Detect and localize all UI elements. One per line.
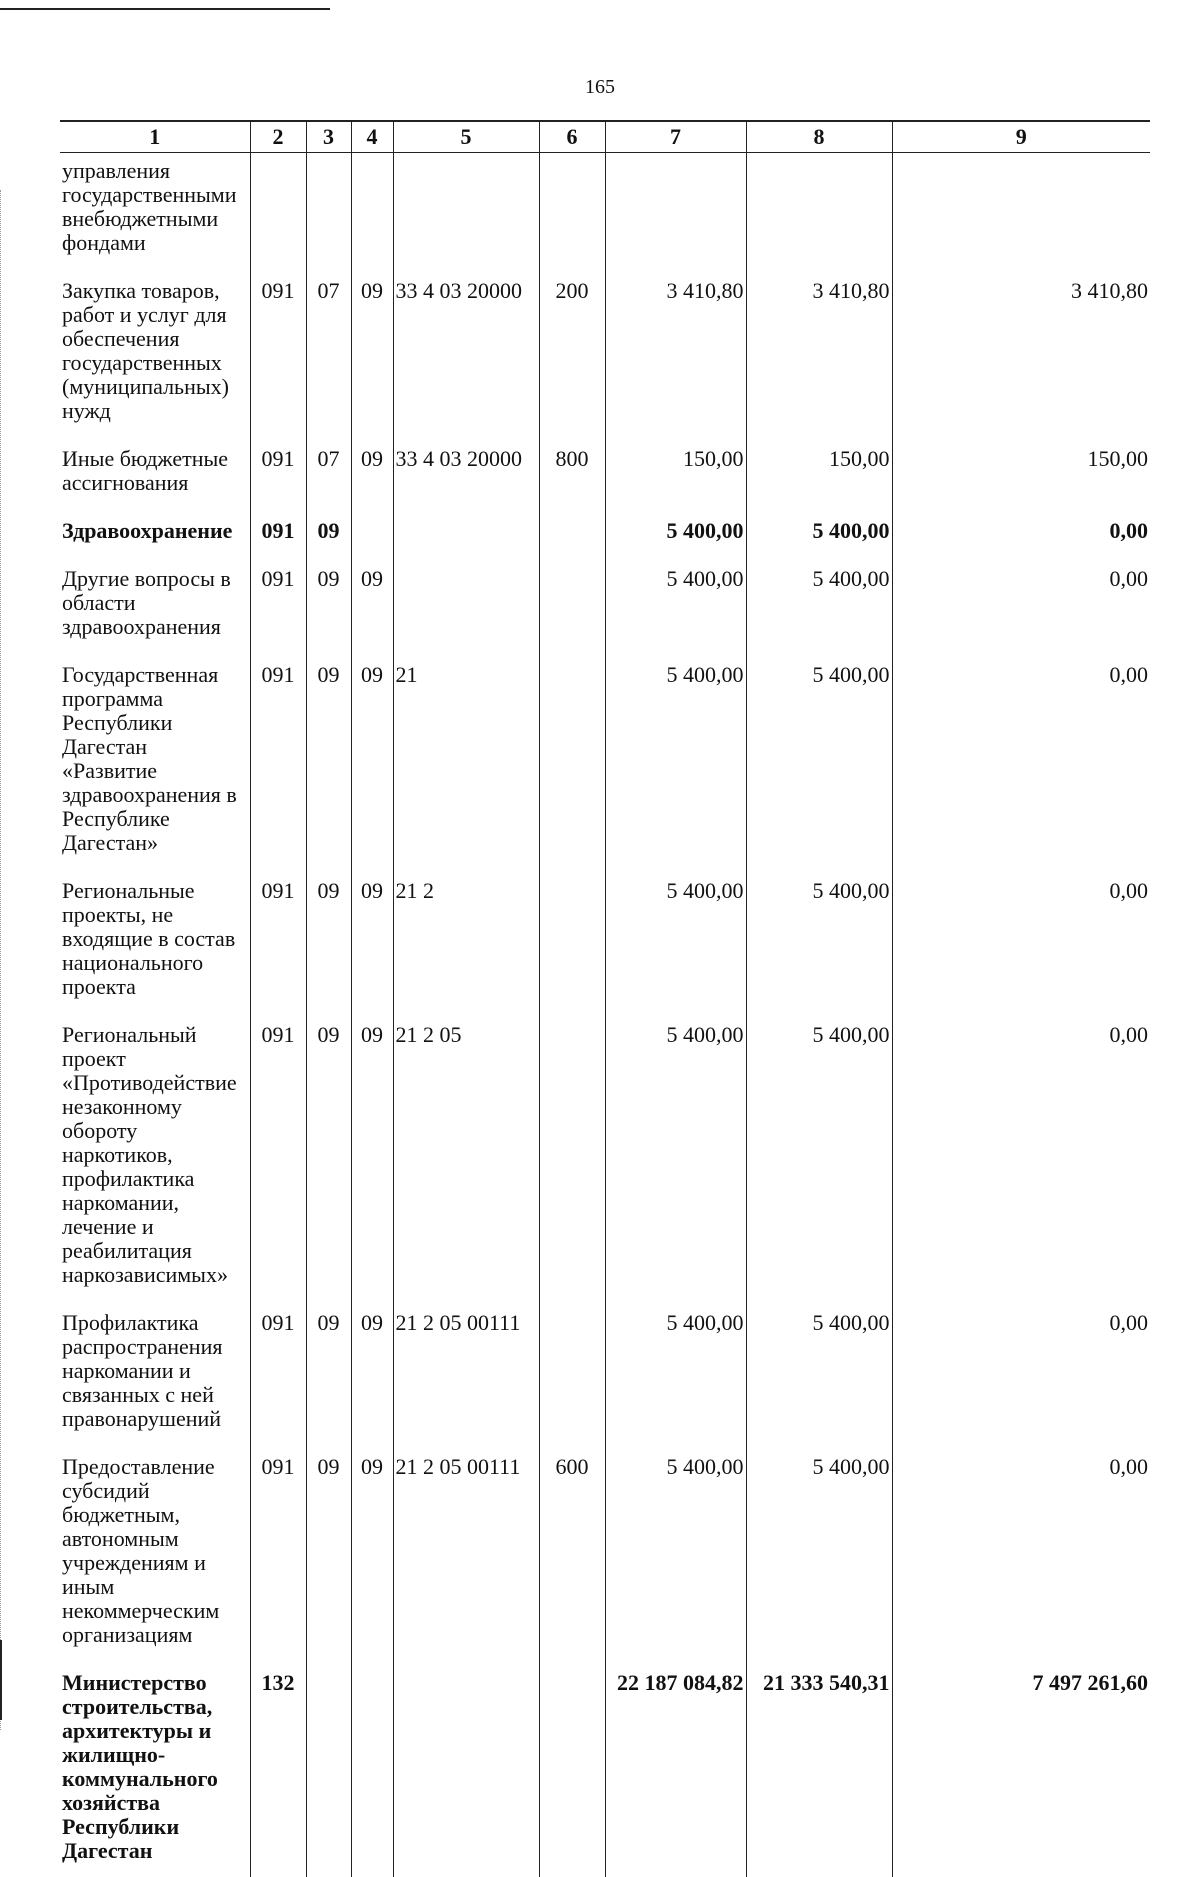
top-rule: [0, 8, 330, 10]
row-target-code: 21 2: [393, 869, 539, 1013]
row-amount-9: 0,00: [892, 509, 1150, 557]
row-subsection: 09: [351, 1301, 393, 1445]
row-expense-type: [539, 153, 605, 270]
row-admin-code: 091: [250, 653, 306, 869]
row-amount-7: 3 410,80: [605, 269, 746, 437]
table-row: [60, 653, 1150, 869]
row-name: Закупка товаров, работ и услуг для обеспечения государственных (муниципальных) нужд: [60, 269, 250, 437]
row-target-code: [393, 1661, 539, 1877]
row-expense-type: [539, 1013, 605, 1301]
row-expense-type: 200: [539, 269, 605, 437]
table-row: [60, 153, 1150, 270]
column-header: 2: [250, 121, 306, 153]
table-row: [60, 269, 1150, 437]
row-amount-7: 5 400,00: [605, 1013, 746, 1301]
row-amount-7: 5 400,00: [605, 1445, 746, 1661]
row-admin-code: 091: [250, 269, 306, 437]
row-expense-type: 600: [539, 1445, 605, 1661]
row-amount-7: 5 400,00: [605, 653, 746, 869]
row-amount-8: 5 400,00: [746, 653, 892, 869]
row-admin-code: 091: [250, 557, 306, 653]
row-amount-8: 5 400,00: [746, 1013, 892, 1301]
row-section: 09: [306, 1301, 351, 1445]
row-name: Региональный проект «Противодействие незаконному обороту наркотиков, профилактика наркомании, лечение и реабилитация наркозависимых»: [60, 1013, 250, 1301]
row-name: Иные бюджетные ассигнования: [60, 437, 250, 509]
row-amount-8: 5 400,00: [746, 869, 892, 1013]
row-subsection: 09: [351, 1013, 393, 1301]
row-target-code: [393, 153, 539, 270]
row-section: 09: [306, 1013, 351, 1301]
row-amount-9: 0,00: [892, 1013, 1150, 1301]
table-row: [60, 509, 1150, 557]
row-section: 09: [306, 557, 351, 653]
row-subsection: [351, 1661, 393, 1877]
row-name: Государственная программа Республики Дагестан «Развитие здравоохранения в Республике Дагестан»: [60, 653, 250, 869]
row-target-code: [393, 509, 539, 557]
row-admin-code: 091: [250, 1445, 306, 1661]
column-header: 1: [60, 121, 250, 153]
table-row: [60, 869, 1150, 1013]
row-amount-9: 0,00: [892, 1445, 1150, 1661]
row-amount-9: 0,00: [892, 653, 1150, 869]
column-header: 8: [746, 121, 892, 153]
row-subsection: 09: [351, 557, 393, 653]
row-admin-code: 091: [250, 1301, 306, 1445]
row-subsection: 09: [351, 869, 393, 1013]
row-section: 07: [306, 437, 351, 509]
row-section: 09: [306, 653, 351, 869]
row-target-code: 33 4 03 20000: [393, 437, 539, 509]
row-subsection: 09: [351, 1445, 393, 1661]
row-section: [306, 153, 351, 270]
row-amount-8: 21 333 540,31: [746, 1661, 892, 1877]
scan-edge-mark: [0, 190, 1, 1730]
row-amount-7: 5 400,00: [605, 509, 746, 557]
row-amount-7: 5 400,00: [605, 557, 746, 653]
row-target-code: 21 2 05 00111: [393, 1445, 539, 1661]
row-amount-9: 0,00: [892, 557, 1150, 653]
row-amount-8: 5 400,00: [746, 1445, 892, 1661]
row-name: Предоставление субсидий бюджетным, автономным учреждениям и иным некоммерческим организациям: [60, 1445, 250, 1661]
table-row: [60, 1661, 1150, 1877]
table-row: [60, 557, 1150, 653]
row-admin-code: 091: [250, 509, 306, 557]
row-admin-code: 091: [250, 1013, 306, 1301]
row-amount-8: 5 400,00: [746, 1301, 892, 1445]
row-amount-8: [746, 153, 892, 270]
row-admin-code: 132: [250, 1661, 306, 1877]
row-admin-code: [250, 153, 306, 270]
row-expense-type: [539, 1661, 605, 1877]
row-section: 09: [306, 509, 351, 557]
column-header: 3: [306, 121, 351, 153]
row-expense-type: [539, 869, 605, 1013]
row-expense-type: [539, 1301, 605, 1445]
row-amount-9: 0,00: [892, 869, 1150, 1013]
row-admin-code: 091: [250, 869, 306, 1013]
row-section: 09: [306, 1445, 351, 1661]
row-subsection: [351, 153, 393, 270]
budget-table: [60, 120, 1150, 1877]
row-amount-7: 5 400,00: [605, 869, 746, 1013]
column-header: 7: [605, 121, 746, 153]
row-amount-7: 22 187 084,82: [605, 1661, 746, 1877]
row-amount-9: 0,00: [892, 1301, 1150, 1445]
page-number: 165: [585, 76, 615, 98]
column-header: 9: [892, 121, 1150, 153]
row-amount-7: 5 400,00: [605, 1301, 746, 1445]
row-name: управления государственными внебюджетными фондами: [60, 153, 250, 270]
row-target-code: [393, 557, 539, 653]
row-amount-9: 7 497 261,60: [892, 1661, 1150, 1877]
row-subsection: 09: [351, 269, 393, 437]
table-header-row: [60, 121, 1150, 153]
row-amount-8: 5 400,00: [746, 557, 892, 653]
row-expense-type: [539, 653, 605, 869]
column-header: 6: [539, 121, 605, 153]
table-row: [60, 1445, 1150, 1661]
row-subsection: 09: [351, 653, 393, 869]
row-name: Здравоохранение: [60, 509, 250, 557]
row-name: Министерство строительства, архитектуры и жилищно-коммунального хозяйства Республики Дагестан: [60, 1661, 250, 1877]
row-expense-type: [539, 557, 605, 653]
row-amount-9: 3 410,80: [892, 269, 1150, 437]
row-amount-9: [892, 153, 1150, 270]
table-row: [60, 1301, 1150, 1445]
row-amount-7: [605, 153, 746, 270]
row-expense-type: [539, 509, 605, 557]
row-name: Профилактика распространения наркомании и связанных с ней правонарушений: [60, 1301, 250, 1445]
row-subsection: 09: [351, 437, 393, 509]
row-expense-type: 800: [539, 437, 605, 509]
row-subsection: [351, 509, 393, 557]
row-amount-8: 3 410,80: [746, 269, 892, 437]
row-target-code: 21: [393, 653, 539, 869]
table-row: [60, 437, 1150, 509]
row-amount-8: 5 400,00: [746, 509, 892, 557]
row-amount-7: 150,00: [605, 437, 746, 509]
row-name: Региональные проекты, не входящие в состав национального проекта: [60, 869, 250, 1013]
row-name: Другие вопросы в области здравоохранения: [60, 557, 250, 653]
column-header: 4: [351, 121, 393, 153]
table-row: [60, 1013, 1150, 1301]
column-header: 5: [393, 121, 539, 153]
row-amount-8: 150,00: [746, 437, 892, 509]
row-target-code: 33 4 03 20000: [393, 269, 539, 437]
row-target-code: 21 2 05 00111: [393, 1301, 539, 1445]
row-admin-code: 091: [250, 437, 306, 509]
row-target-code: 21 2 05: [393, 1013, 539, 1301]
scan-corner-mark: [0, 1640, 2, 1720]
row-amount-9: 150,00: [892, 437, 1150, 509]
row-section: 07: [306, 269, 351, 437]
row-section: 09: [306, 869, 351, 1013]
row-section: [306, 1661, 351, 1877]
